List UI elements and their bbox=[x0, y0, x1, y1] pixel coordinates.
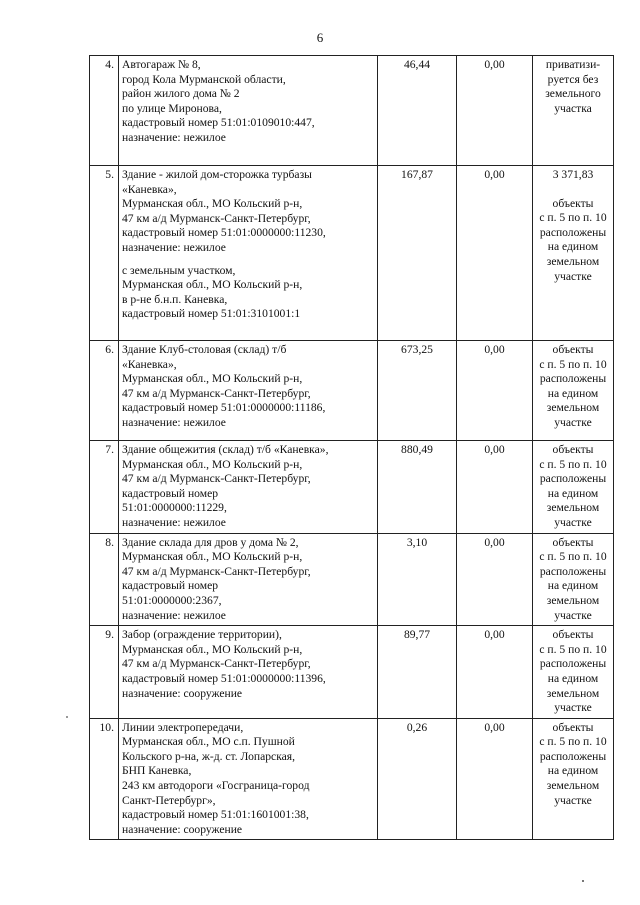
text-line: 47 км а/д Мурманск-Санкт-Петербург, bbox=[122, 211, 311, 225]
text-line: Мурманская обл., МО Кольский р-н, bbox=[122, 550, 303, 564]
scan-speck bbox=[66, 716, 68, 718]
text-line: Мурманская обл., МО с.п. Пушной bbox=[122, 735, 295, 749]
text-line: расположены bbox=[539, 472, 607, 486]
text-line: Мурманская обл., МО Кольский р-н, bbox=[122, 197, 303, 211]
table-row bbox=[90, 533, 614, 626]
text-line: Здание склада для дров у дома № 2, bbox=[122, 535, 299, 549]
text-line: участке bbox=[554, 515, 592, 529]
row-number: 10. bbox=[90, 718, 119, 840]
note-cell bbox=[533, 533, 614, 626]
note-cell bbox=[533, 718, 614, 840]
text-line: по улице Миронова, bbox=[122, 101, 222, 115]
row-number: 9. bbox=[90, 626, 119, 719]
text-line: Санкт-Петербург», bbox=[122, 793, 216, 807]
text-line: на едином bbox=[547, 764, 599, 778]
text-line: Кольского р-на, ж-д. ст. Лопарская, bbox=[122, 749, 296, 763]
text-line: назначение: нежилое bbox=[122, 130, 226, 144]
cost-value: 0,00 bbox=[457, 56, 533, 166]
area-value: 46,44 bbox=[378, 56, 457, 166]
object-description bbox=[119, 533, 378, 626]
text-line: участке bbox=[554, 415, 592, 429]
text-line: участке bbox=[554, 608, 592, 622]
cost-value: 0,00 bbox=[457, 533, 533, 626]
note-cell bbox=[533, 341, 614, 441]
text-line: назначение: сооружение bbox=[122, 822, 243, 836]
text-line: кадастровый номер 51:01:0000000:11230, bbox=[122, 226, 326, 240]
table-row bbox=[90, 341, 614, 441]
text-line: земельном bbox=[546, 401, 600, 415]
text-line: 47 км а/д Мурманск-Санкт-Петербург, bbox=[122, 472, 311, 486]
text-line: Мурманская обл., МО Кольский р-н, bbox=[122, 457, 303, 471]
row-number: 8. bbox=[90, 533, 119, 626]
text-line: кадастровый номер 51:01:0000000:11186, bbox=[122, 401, 326, 415]
table-row bbox=[90, 441, 614, 534]
text-line: объекты bbox=[552, 535, 594, 549]
text-line: земельном bbox=[546, 779, 600, 793]
area-value: 89,77 bbox=[378, 626, 457, 719]
text-line: Мурманская обл., МО Кольский р-н, bbox=[122, 372, 303, 386]
row-number: 6. bbox=[90, 341, 119, 441]
text-line: объекты bbox=[552, 720, 594, 734]
text-line: расположены bbox=[539, 564, 607, 578]
text-line: земельном bbox=[546, 501, 600, 515]
text-line: приватизи- bbox=[545, 58, 601, 71]
note-cell bbox=[533, 56, 614, 166]
text-line: кадастровый номер bbox=[122, 486, 219, 500]
object-description bbox=[119, 718, 378, 840]
text-line: Здание Клуб-столовая (склад) т/б bbox=[122, 343, 287, 356]
scan-speck bbox=[582, 880, 584, 882]
note-cell bbox=[533, 626, 614, 719]
text-line: 51:01:0000000:11229, bbox=[122, 501, 227, 515]
text-line: кадастровый номер bbox=[122, 579, 219, 593]
text-line: участка bbox=[554, 101, 592, 115]
text-line: на едином bbox=[547, 386, 599, 400]
text-line: объекты bbox=[552, 343, 594, 356]
text-line: расположены bbox=[539, 225, 607, 239]
text-line: с п. 5 по п. 10 bbox=[539, 457, 607, 471]
text-line: назначение: нежилое bbox=[122, 415, 226, 429]
object-description bbox=[119, 166, 378, 341]
text-line: объекты bbox=[552, 443, 594, 456]
text-line: объекты bbox=[552, 628, 594, 642]
text-line: Мурманская обл., МО Кольский р-н, bbox=[122, 278, 303, 292]
paragraph-gap bbox=[122, 256, 374, 264]
text-line: кадастровый номер 51:01:3101001:1 bbox=[122, 307, 301, 321]
text-line: расположены bbox=[539, 657, 607, 671]
cost-value: 0,00 bbox=[457, 718, 533, 840]
note-cell bbox=[533, 441, 614, 534]
text-line: с п. 5 по п. 10 bbox=[539, 642, 607, 656]
cost-value: 0,00 bbox=[457, 441, 533, 534]
text-line: на едином bbox=[547, 486, 599, 500]
text-line: Автогараж № 8, bbox=[122, 58, 201, 71]
text-line: с п. 5 по п. 10 bbox=[539, 211, 607, 225]
table-row bbox=[90, 166, 614, 341]
text-line: назначение: нежилое bbox=[122, 240, 226, 254]
text-line: 47 км а/д Мурманск-Санкт-Петербург, bbox=[122, 386, 311, 400]
text-line: 51:01:0000000:2367, bbox=[122, 593, 222, 607]
area-value: 880,49 bbox=[378, 441, 457, 534]
text-line: участке bbox=[554, 793, 592, 807]
text-line: Мурманская обл., МО Кольский р-н, bbox=[122, 642, 303, 656]
text-line: объекты bbox=[552, 196, 594, 210]
area-value: 3,10 bbox=[378, 533, 457, 626]
text-line: земельном bbox=[546, 593, 600, 607]
row-number: 7. bbox=[90, 441, 119, 534]
text-line: участке bbox=[554, 269, 592, 283]
text-line: назначение: нежилое bbox=[122, 608, 226, 622]
table-row bbox=[90, 718, 614, 840]
text-line: расположены bbox=[539, 749, 607, 763]
text-line: Забор (ограждение территории), bbox=[122, 628, 282, 642]
text-line: земельном bbox=[546, 254, 600, 268]
cost-value: 0,00 bbox=[457, 341, 533, 441]
text-line: на едином bbox=[547, 240, 599, 254]
text-line: участке bbox=[554, 701, 592, 715]
area-value: 167,87 bbox=[378, 166, 457, 341]
text-line: «Каневка», bbox=[122, 182, 177, 196]
text-line: с п. 5 по п. 10 bbox=[539, 735, 607, 749]
cost-value: 0,00 bbox=[457, 626, 533, 719]
note-cell bbox=[533, 166, 614, 341]
text-line: район жилого дома № 2 bbox=[122, 87, 240, 101]
text-line: кадастровый номер 51:01:0109010:447, bbox=[122, 116, 315, 130]
object-description bbox=[119, 56, 378, 166]
text-line: расположены bbox=[539, 372, 607, 386]
text-line: кадастровый номер 51:01:0000000:11396, bbox=[122, 671, 326, 685]
text-line: руется без bbox=[547, 72, 599, 86]
text-line: назначение: сооружение bbox=[122, 686, 243, 700]
text-line: 243 км автодороги «Госграница-город bbox=[122, 779, 310, 793]
text-line: кадастровый номер 51:01:1601001:38, bbox=[122, 808, 309, 822]
text-line: в р-не б.н.п. Каневка, bbox=[122, 292, 228, 306]
page-number: 6 bbox=[316, 30, 324, 45]
text-line: БНП Каневка, bbox=[122, 764, 192, 778]
area-value: 673,25 bbox=[378, 341, 457, 441]
text-line: с земельным участком, bbox=[122, 263, 236, 277]
land-area-value: 3 371,83 bbox=[552, 168, 594, 181]
cost-value: 0,00 bbox=[457, 166, 533, 341]
text-line: на едином bbox=[547, 671, 599, 685]
text-line: 47 км а/д Мурманск-Санкт-Петербург, bbox=[122, 564, 311, 578]
table-row bbox=[90, 626, 614, 719]
object-description bbox=[119, 626, 378, 719]
object-description bbox=[119, 341, 378, 441]
text-line: Линии электропередачи, bbox=[122, 720, 244, 734]
text-line: земельного bbox=[545, 87, 601, 101]
text-line: земельном bbox=[546, 686, 600, 700]
text-line: с п. 5 по п. 10 bbox=[539, 357, 607, 371]
property-table bbox=[89, 55, 614, 840]
paragraph-gap bbox=[536, 183, 610, 197]
text-line: Здание - жилой дом-сторожка турбазы bbox=[122, 168, 312, 181]
row-number: 4. bbox=[90, 56, 119, 166]
text-line: город Кола Мурманской области, bbox=[122, 72, 286, 86]
row-number: 5. bbox=[90, 166, 119, 341]
text-line: на едином bbox=[547, 579, 599, 593]
table-row bbox=[90, 56, 614, 166]
text-line: назначение: нежилое bbox=[122, 515, 226, 529]
area-value: 0,26 bbox=[378, 718, 457, 840]
text-line: 47 км а/д Мурманск-Санкт-Петербург, bbox=[122, 657, 311, 671]
text-line: Здание общежития (склад) т/б «Каневка», bbox=[122, 443, 329, 456]
object-description bbox=[119, 441, 378, 534]
text-line: с п. 5 по п. 10 bbox=[539, 550, 607, 564]
text-line: «Каневка», bbox=[122, 357, 177, 371]
